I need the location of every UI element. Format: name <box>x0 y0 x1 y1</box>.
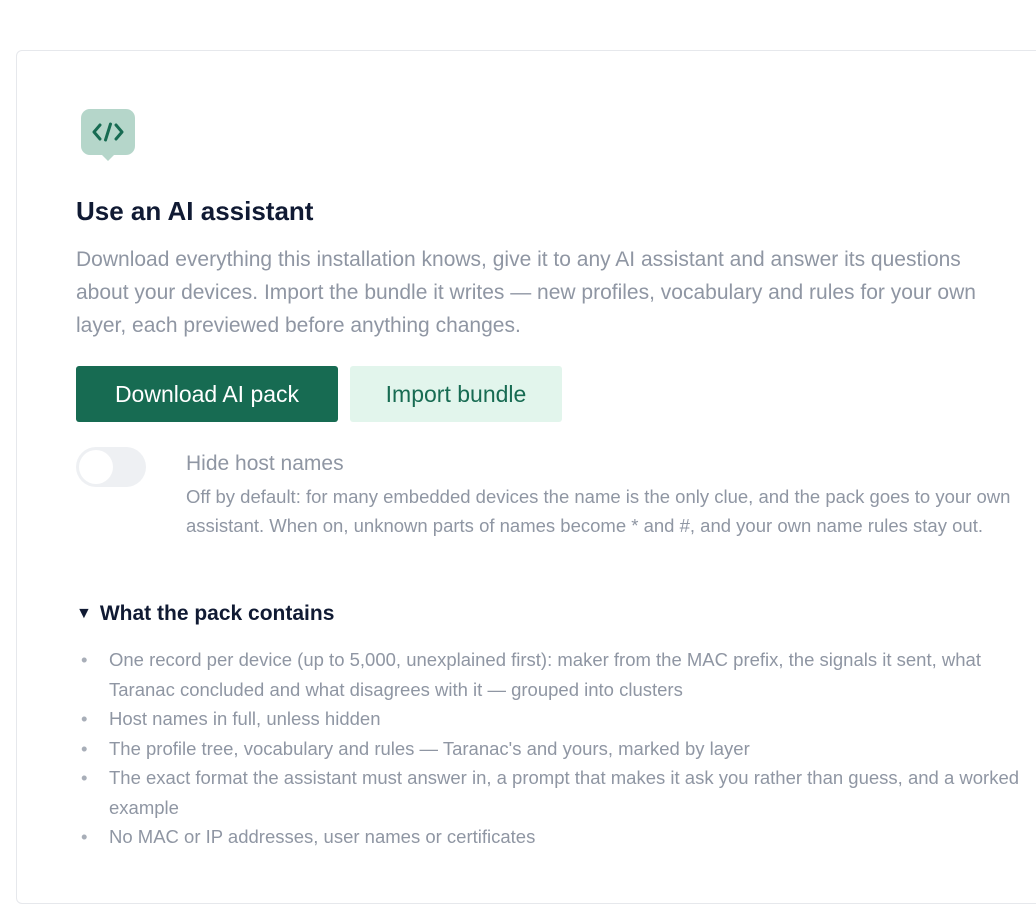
hide-host-names-label: Hide host names <box>186 452 344 475</box>
list-item: • Host names in full, unless hidden <box>76 704 1026 734</box>
pack-contents-summary[interactable] <box>76 602 334 626</box>
list-item: • The profile tree, vocabulary and rules — Taranac's and yours, marked by layer <box>76 734 1026 764</box>
caret-down-icon: ▼ <box>76 605 92 622</box>
list-item: • No MAC or IP addresses, user names or certificates <box>76 822 1026 852</box>
ai-assistant-card <box>16 50 1036 904</box>
toggle-knob <box>79 450 113 484</box>
download-ai-pack-button[interactable]: Download AI pack <box>76 366 338 422</box>
pack-contents-list <box>76 645 1026 852</box>
page-title: Use an AI assistant <box>76 196 314 226</box>
pack-contents-summary-label: What the pack contains <box>99 602 335 625</box>
hide-host-names-toggle[interactable] <box>76 447 146 487</box>
list-item: • One record per device (up to 5,000, unexplained first): maker from the MAC prefix, the signals it sent, what Taranac concluded and what disagrees with it — grouped into clusters <box>76 645 1026 704</box>
hide-host-names-help: Off by default: for many embedded devices the name is the only clue, and the pack goes to your own assistant. When on, unknown parts of names become * and #, and your own name rules stay out. <box>186 486 1011 536</box>
list-item: • The exact format the assistant must answer in, a prompt that makes it ask you rather than guess, and a worked example <box>76 763 1026 822</box>
code-chat-icon <box>81 109 135 155</box>
import-bundle-button[interactable]: Import bundle <box>350 366 562 422</box>
page-description: Download everything this installation knows, give it to any AI assistant and answer its questions about your devices. Import the bundle it writes — new profiles, vocabulary and rules for your own layer, each previewed before anything changes. <box>76 248 976 337</box>
code-brackets-icon <box>91 121 125 143</box>
